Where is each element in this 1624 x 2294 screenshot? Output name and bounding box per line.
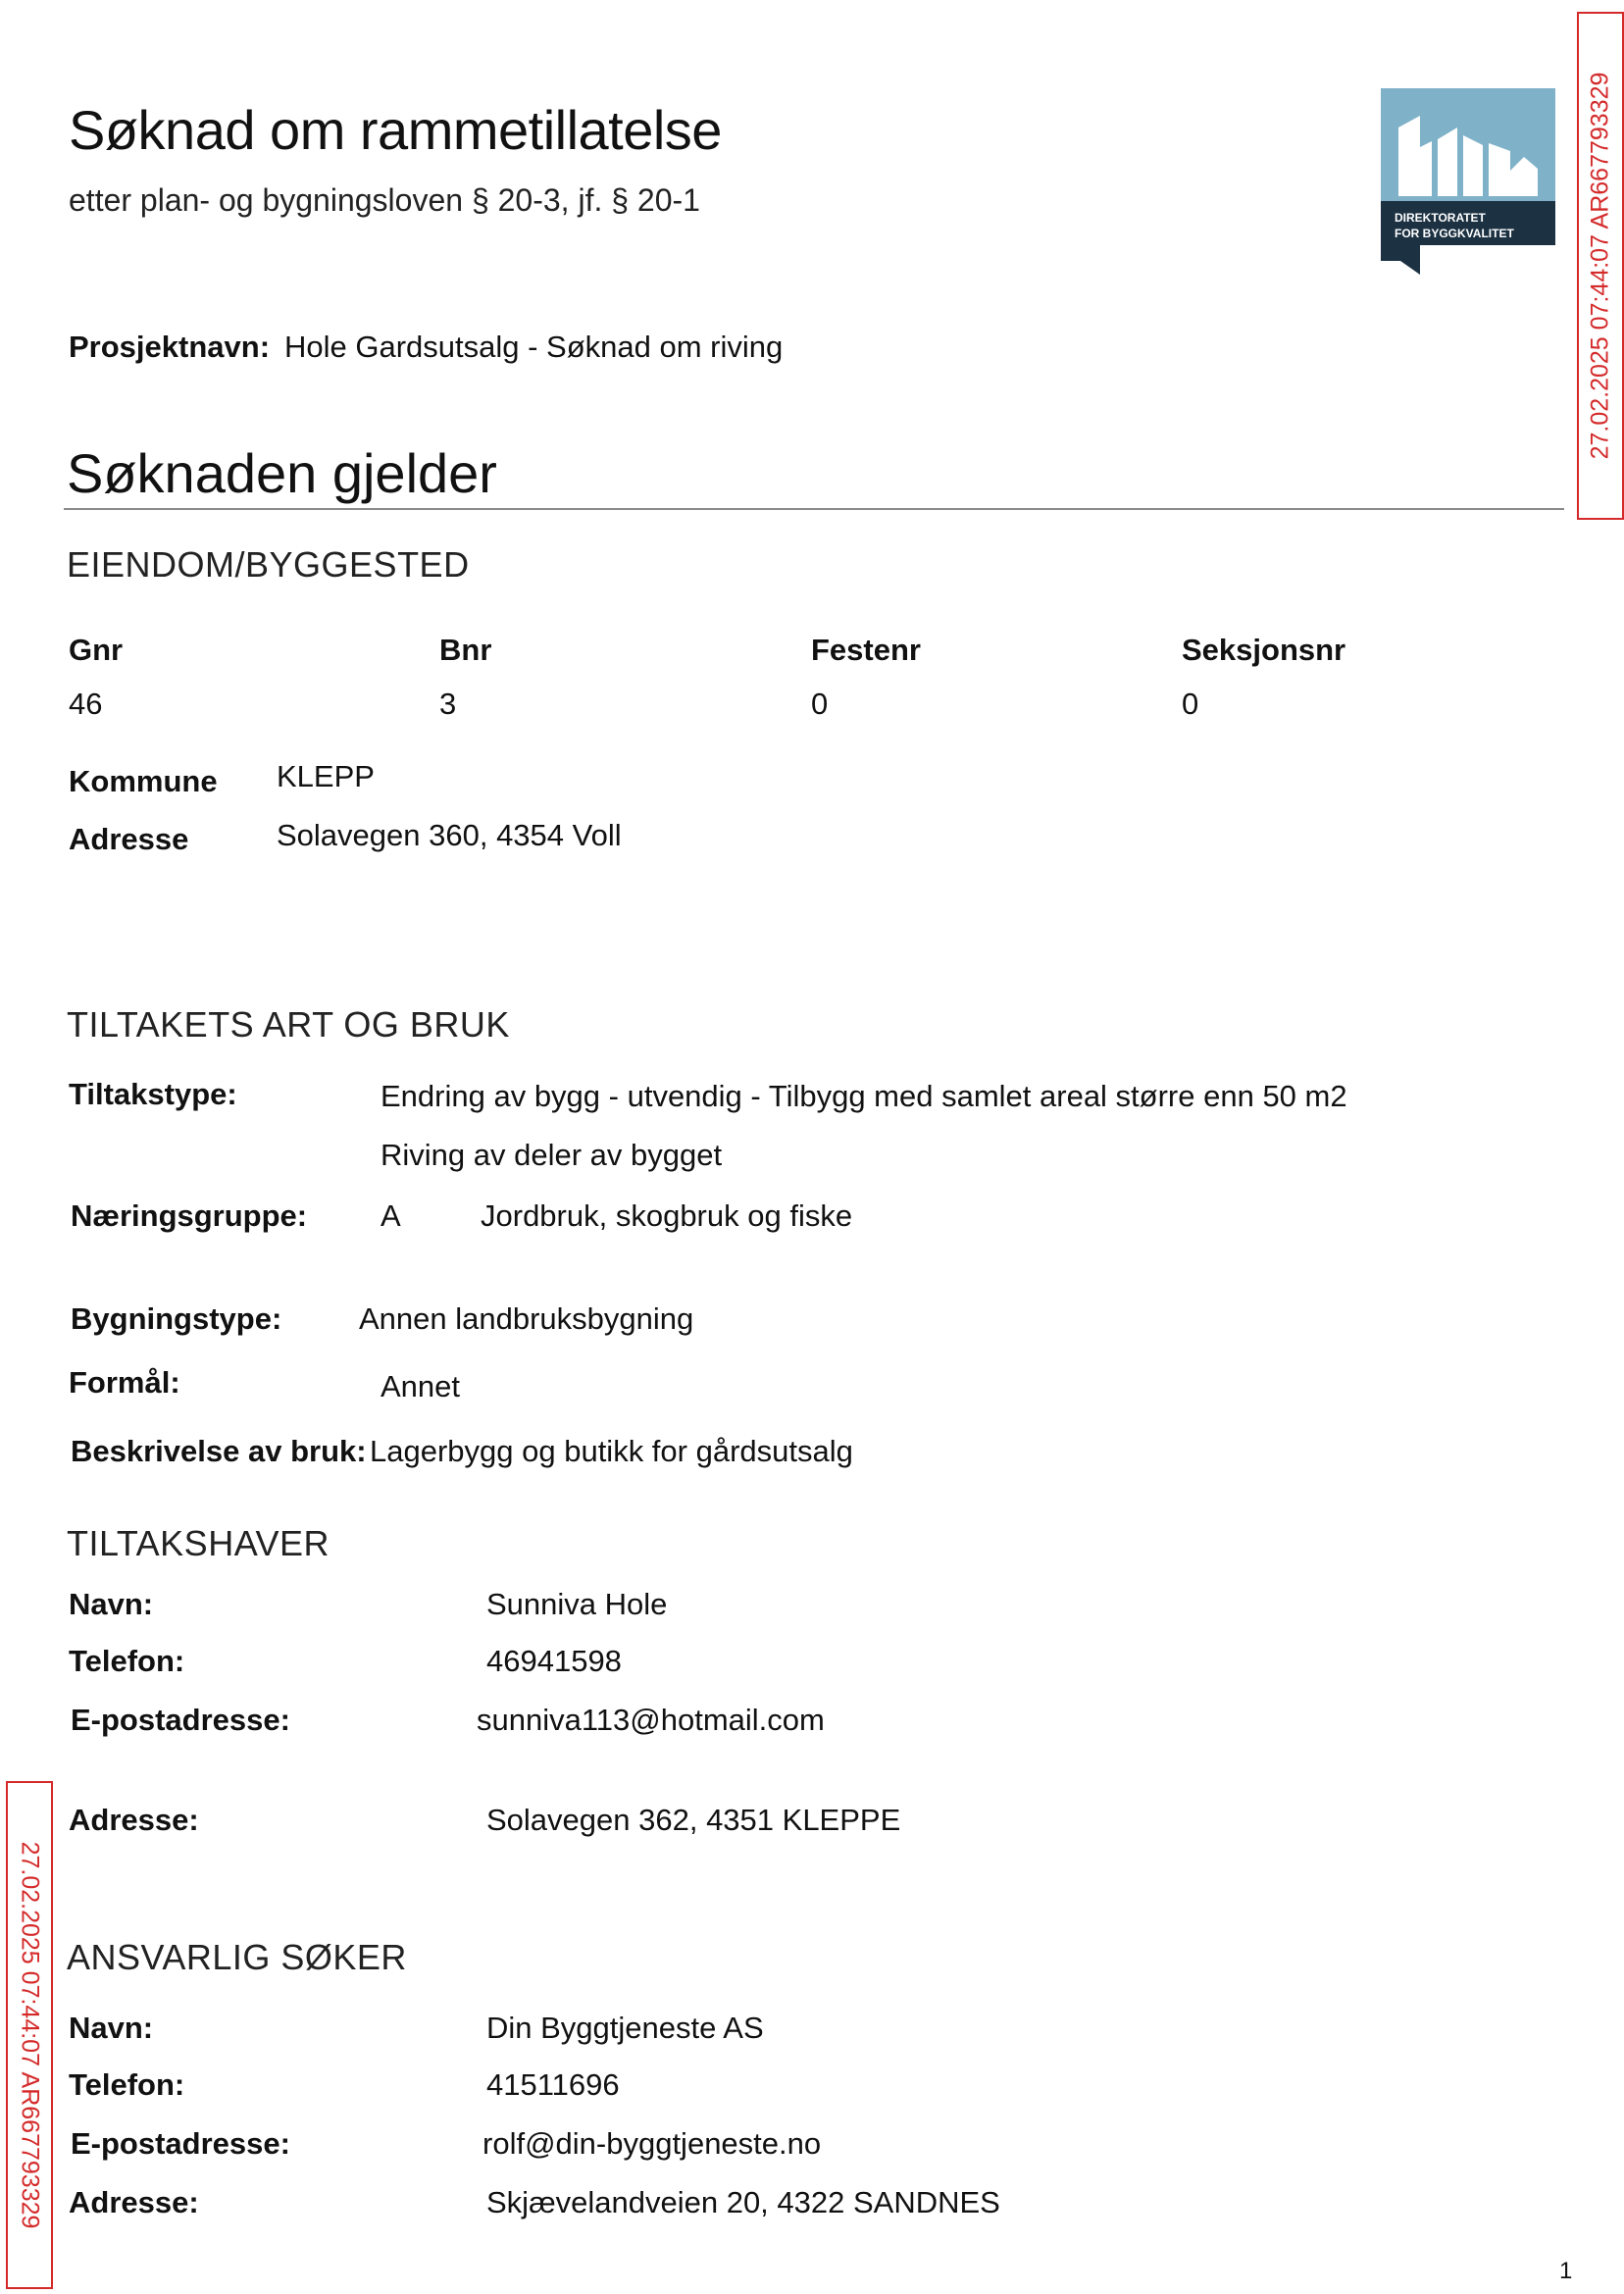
ansvarlig-heading: ANSVARLIG SØKER xyxy=(67,1937,407,1977)
ansvarlig-epost-label: E-postadresse: xyxy=(71,2126,290,2161)
document-subtitle: etter plan- og bygningsloven § 20-3, jf. § 20-1 xyxy=(69,182,700,218)
seksjonsnr-label: Seksjonsnr xyxy=(1182,633,1346,667)
formal-value: Annet xyxy=(381,1369,461,1403)
dibk-logo xyxy=(1381,88,1555,275)
logo-text-line2: FOR BYGGKVALITET xyxy=(1395,227,1514,240)
gnr-label: Gnr xyxy=(69,633,124,667)
stamp-text: 27.02.2025 07:44:07 AR667793329 xyxy=(1586,72,1614,460)
ansvarlig-telefon-label: Telefon: xyxy=(69,2067,185,2102)
kommune-value: KLEPP xyxy=(277,759,375,793)
page-number: 1 xyxy=(1559,2258,1573,2284)
ansvarlig-epost-value: rolf@din-byggtjeneste.no xyxy=(482,2126,822,2161)
ansvarlig-navn-value: Din Byggtjeneste AS xyxy=(486,2011,764,2045)
bnr-value: 3 xyxy=(439,687,457,721)
tiltakshaver-epost-value: sunniva113@hotmail.com xyxy=(477,1703,825,1737)
ansvarlig-navn-label: Navn: xyxy=(69,2011,154,2045)
beskrivelse-value: Lagerbygg og butikk for gårdsutsalg xyxy=(370,1434,853,1468)
tiltakstype-value-1: Endring av bygg - utvendig - Tilbygg med samlet areal større enn 50 m2 xyxy=(381,1079,1347,1113)
adresse-label: Adresse xyxy=(69,822,189,856)
section-title: Søknaden gjelder xyxy=(67,442,497,504)
beskrivelse-label: Beskrivelse av bruk: xyxy=(71,1434,367,1468)
festenr-value: 0 xyxy=(811,687,829,721)
tiltakshaver-telefon-label: Telefon: xyxy=(69,1644,185,1678)
adresse-value: Solavegen 360, 4354 Voll xyxy=(277,818,622,852)
ansvarlig-adresse-label: Adresse: xyxy=(69,2185,199,2219)
ansvarlig-telefon-value: 41511696 xyxy=(486,2067,620,2102)
ansvarlig-adresse-value: Skjævelandveien 20, 4322 SANDNES xyxy=(486,2185,1000,2219)
bnr-label: Bnr xyxy=(439,633,492,667)
archive-stamp-left xyxy=(6,1781,53,2289)
naeringsgruppe-code: A xyxy=(381,1198,401,1233)
eiendom-heading: EIENDOM/BYGGESTED xyxy=(67,544,470,585)
project-name-value: Hole Gardsutsalg - Søknad om riving xyxy=(284,330,784,364)
logo-text-line1: DIREKTORATET xyxy=(1395,211,1486,225)
tiltakshaver-epost-label: E-postadresse: xyxy=(71,1703,290,1737)
festenr-label: Festenr xyxy=(811,633,921,667)
archive-stamp-right xyxy=(1577,12,1624,520)
stamp-text: 27.02.2025 07:44:07 AR667793329 xyxy=(16,1841,44,2229)
tiltakshaver-heading: TILTAKSHAVER xyxy=(67,1523,330,1563)
tiltakstype-label: Tiltakstype: xyxy=(69,1077,237,1111)
seksjonsnr-value: 0 xyxy=(1182,687,1199,721)
tiltakshaver-navn-label: Navn: xyxy=(69,1587,154,1621)
gnr-value: 46 xyxy=(69,687,103,721)
section-divider xyxy=(64,508,1564,510)
kommune-label: Kommune xyxy=(69,764,218,798)
bygningstype-value: Annen landbruksbygning xyxy=(359,1301,694,1336)
formal-label: Formål: xyxy=(69,1365,180,1400)
tiltakshaver-navn-value: Sunniva Hole xyxy=(486,1587,668,1621)
tiltakshaver-adresse-label: Adresse: xyxy=(69,1803,199,1837)
naeringsgruppe-label: Næringsgruppe: xyxy=(71,1198,308,1233)
bygningstype-label: Bygningstype: xyxy=(71,1301,282,1336)
tiltak-heading: TILTAKETS ART OG BRUK xyxy=(67,1004,510,1045)
tiltakshaver-telefon-value: 46941598 xyxy=(486,1644,622,1678)
project-name-label: Prosjektnavn: xyxy=(69,330,271,364)
document-title: Søknad om rammetillatelse xyxy=(69,99,722,161)
tiltakstype-value-2: Riving av deler av bygget xyxy=(381,1138,723,1172)
tiltakshaver-adresse-value: Solavegen 362, 4351 KLEPPE xyxy=(486,1803,901,1837)
naeringsgruppe-value: Jordbruk, skogbruk og fiske xyxy=(481,1198,853,1233)
